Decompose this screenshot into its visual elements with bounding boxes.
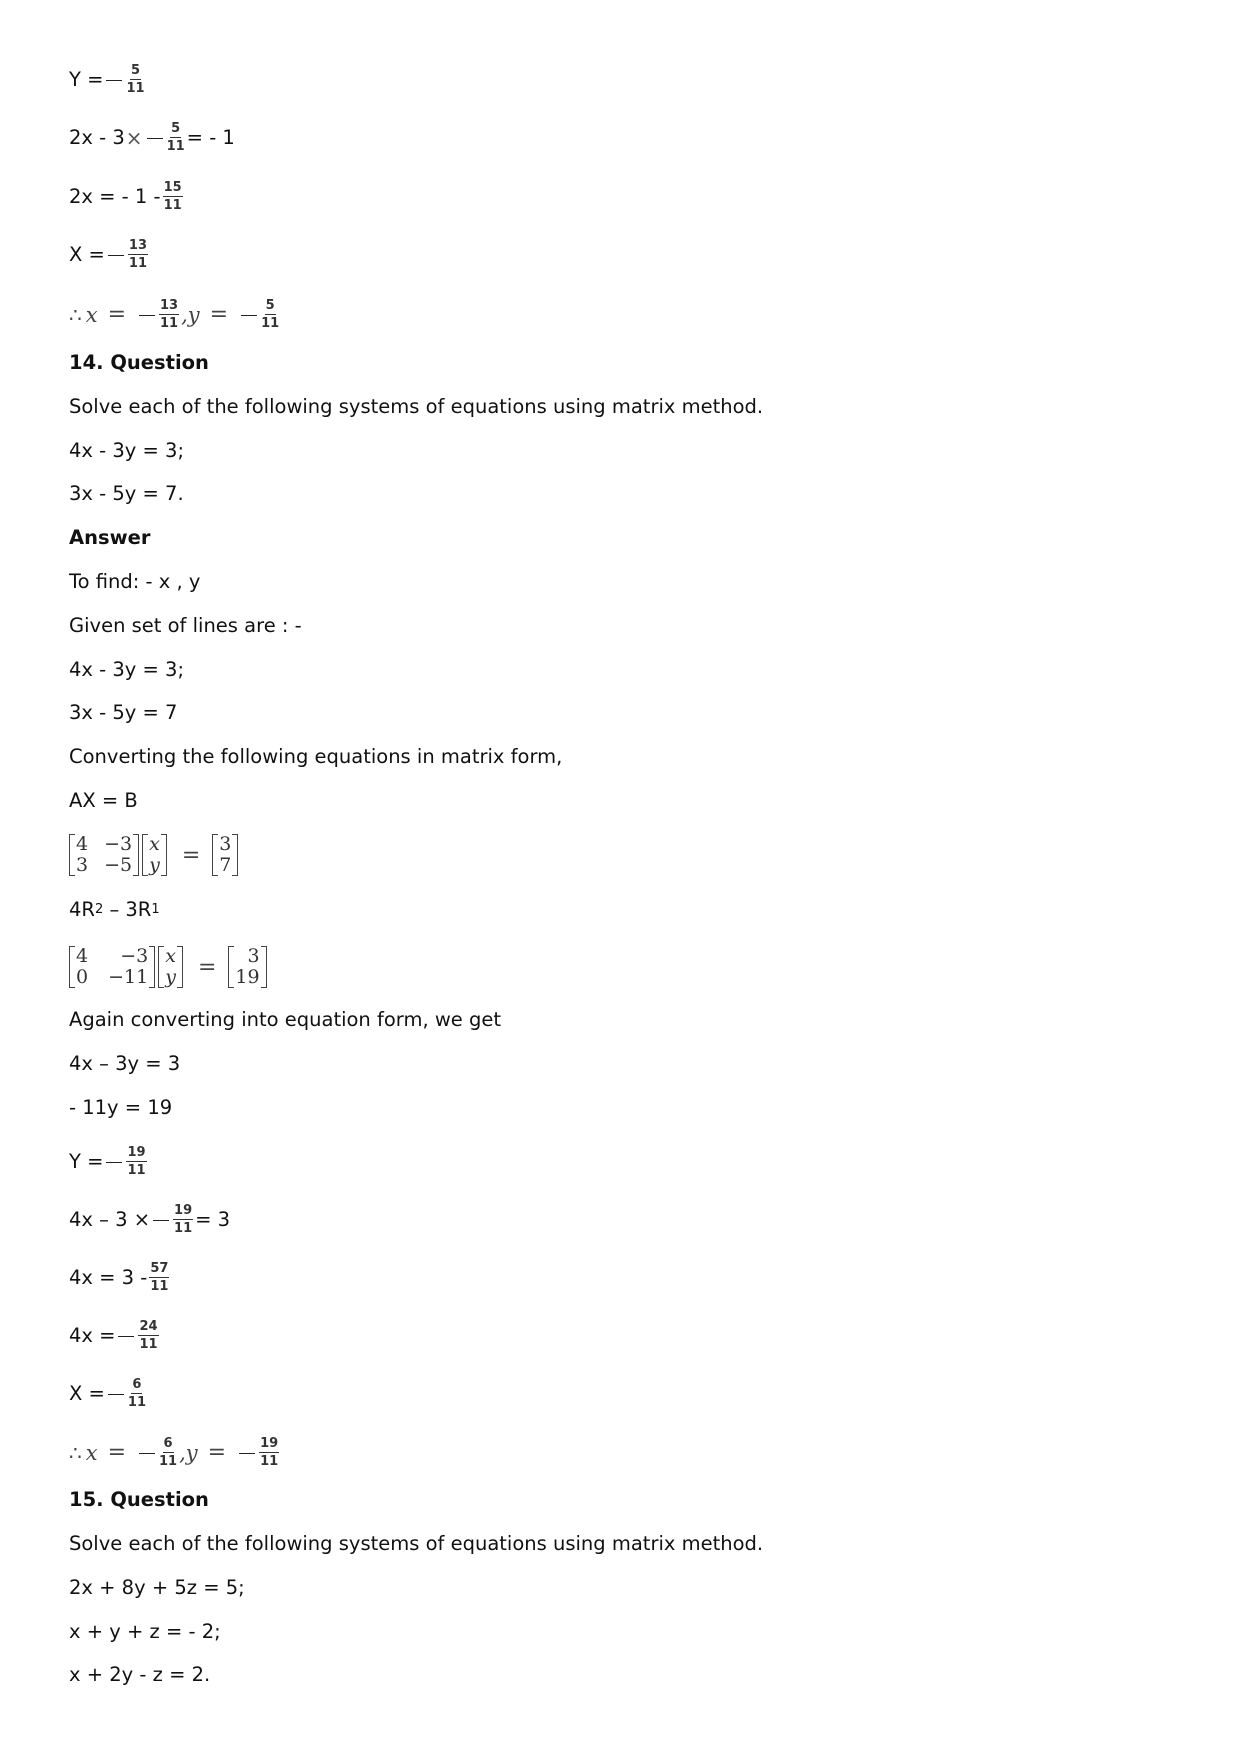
equation-text: = 3 [195, 1207, 231, 1231]
answer-label: Answer [69, 526, 151, 549]
question-equation: x + y + z = - 2; [69, 1620, 221, 1643]
fraction: $\frac{15}{11}$ [163, 180, 182, 213]
question-heading: 14. Question [69, 351, 209, 374]
fraction: $\frac{5}{11}$ [166, 121, 185, 154]
variable-matrix: x y [142, 834, 167, 876]
fraction: $\frac{57}{11}$ [150, 1261, 169, 1294]
prev-two-x [69, 180, 185, 213]
equation-text: 4x = [69, 1323, 116, 1347]
question-prompt: Solve each of the following systems of equations using matrix method. [69, 1532, 764, 1555]
answer-equation: AX = B [69, 789, 138, 812]
matrix-equation-2: 4 −3 0 −11 x y = 3 19 [69, 946, 270, 988]
question-heading: 15. Question [69, 1488, 209, 1511]
therefore-symbol: ∴ [69, 302, 82, 327]
fraction: $\frac{13}{11}$ [128, 238, 147, 271]
equation-text: 4x = 3 - [69, 1265, 148, 1289]
coefficient-matrix: 4 −3 3 −5 [69, 834, 139, 876]
constant-matrix: 3 7 [212, 834, 238, 876]
question-equation: 4x - 3y = 3; [69, 439, 185, 462]
answer-text: To find: - x , y [69, 570, 201, 593]
fraction: $\frac{19}{11}$ [174, 1203, 193, 1236]
answer-equation: 3x - 5y = 7 [69, 701, 178, 724]
fraction: $\frac{19}{11}$ [127, 1145, 146, 1178]
equation-text: 2x = - 1 - [69, 184, 161, 208]
answer-equation: 4x - 3y = 3; [69, 658, 185, 681]
fraction: $\frac{6}{11}$ [127, 1377, 146, 1410]
equation-text: X = [69, 242, 105, 266]
therefore-symbol: ∴ [69, 1440, 82, 1465]
final-result: ∴ x = $\frac{6}{11}$ , y = $\frac{19}{11}$ [69, 1436, 279, 1469]
equation-text: X = [69, 1381, 105, 1405]
answer-text: Given set of lines are : - [69, 614, 302, 637]
variable: x [85, 1440, 98, 1465]
coefficient-matrix: 4 −3 0 −11 [69, 946, 155, 988]
variable: y [187, 302, 200, 327]
row-operation: 4R 2 – 3R 1 [69, 898, 160, 921]
equation-text: Y = [69, 67, 104, 91]
prev-result: ∴ x = $\frac{13}{11}$ , y = $\frac{5}{11}$ [69, 298, 280, 331]
substitution [69, 1203, 230, 1236]
fraction: $\frac{19}{11}$ [260, 1436, 279, 1469]
equation-text: = - 1 [186, 125, 235, 149]
fraction: $\frac{5}{11}$ [261, 298, 280, 331]
y-value [69, 1145, 149, 1178]
equation-text: Y = [69, 1149, 104, 1173]
variable: y [185, 1440, 198, 1465]
variable-matrix: x y [158, 946, 183, 988]
fraction: $\frac{13}{11}$ [160, 298, 179, 331]
question-equation: 2x + 8y + 5z = 5; [69, 1576, 245, 1599]
prev-x-value [69, 238, 150, 271]
answer-text: Again converting into equation form, we get [69, 1008, 502, 1031]
four-x-equation [69, 1261, 171, 1294]
fraction: $\frac{6}{11}$ [159, 1436, 178, 1469]
constant-matrix: 3 19 [228, 946, 266, 988]
question-equation: x + 2y - z = 2. [69, 1663, 211, 1686]
variable: x [85, 302, 98, 327]
answer-equation: - 11y = 19 [69, 1096, 173, 1119]
matrix-equation-1: 4 −3 3 −5 x y = 3 7 [69, 834, 241, 876]
equation-text: 4x – 3 × [69, 1207, 151, 1231]
fraction: $\frac{24}{11}$ [139, 1319, 158, 1352]
prev-substitution: 2x - 3 × $\frac{5}{11}$ = - 1 [69, 121, 235, 154]
question-equation: 3x - 5y = 7. [69, 482, 184, 505]
answer-text: Converting the following equations in matrix form, [69, 745, 563, 768]
equation-text: 2x - 3 [69, 125, 125, 149]
question-prompt: Solve each of the following systems of equations using matrix method. [69, 395, 764, 418]
four-x-value [69, 1319, 161, 1352]
fraction: $\frac{5}{11}$ [126, 63, 145, 96]
prev-y-equation [69, 63, 147, 96]
answer-equation: 4x – 3y = 3 [69, 1052, 181, 1075]
x-value [69, 1377, 148, 1410]
